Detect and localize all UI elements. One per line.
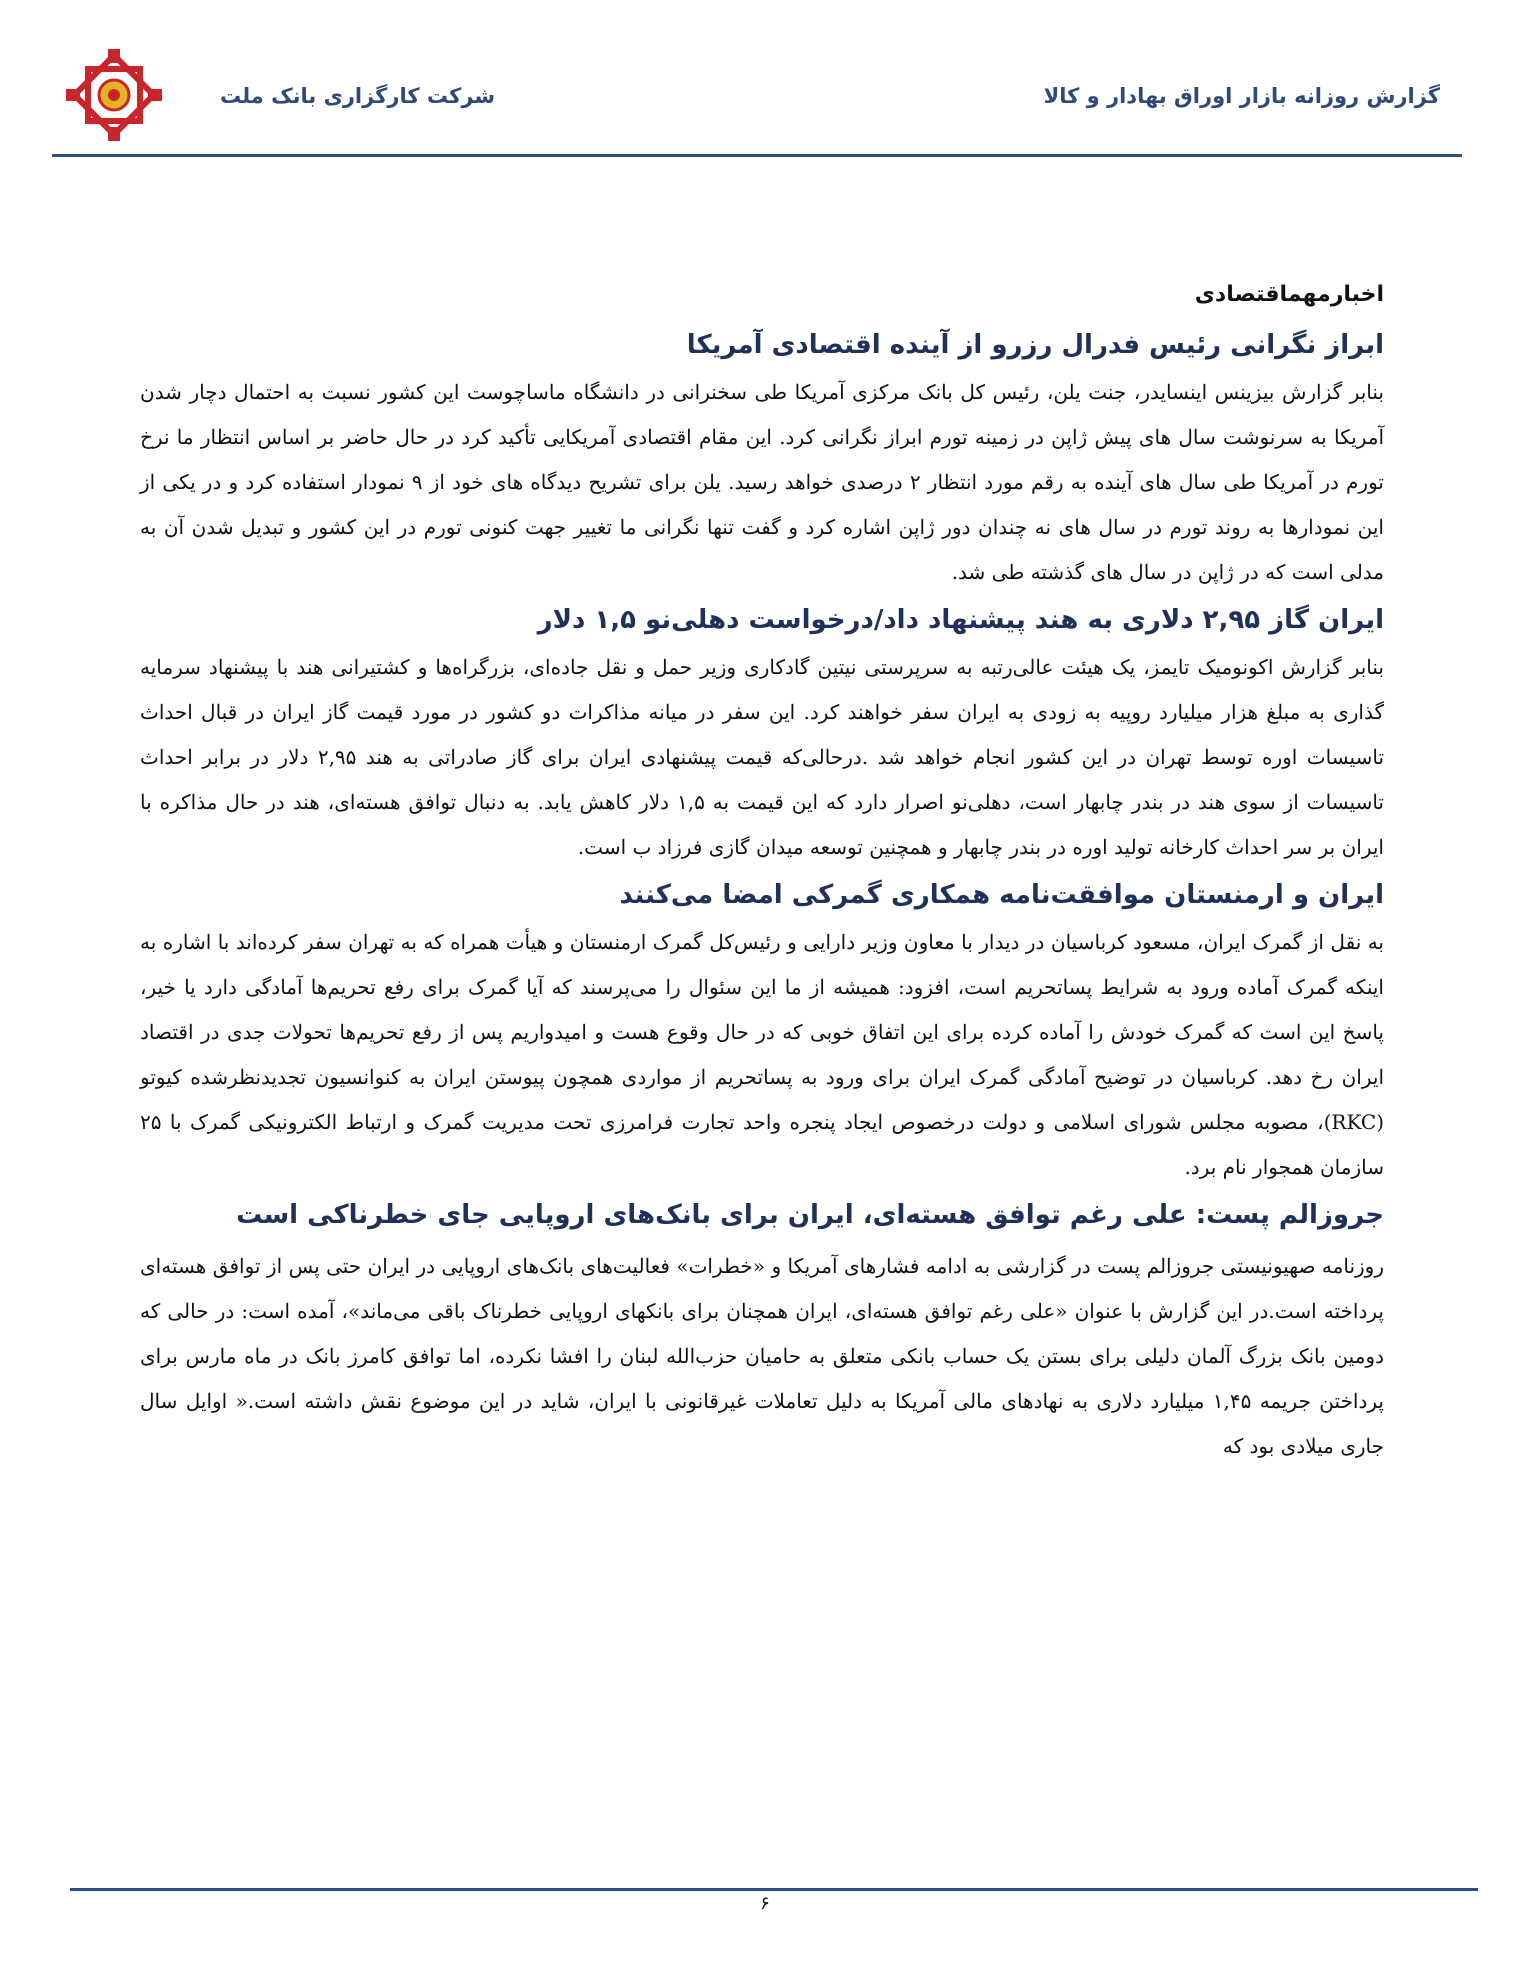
article-headline-1: ابراز نگرانی رئیس فدرال رزرو از آینده اقتصادی آمریکا <box>686 330 1384 360</box>
header-divider <box>52 154 1462 157</box>
article-body-2: بنابر گزارش اکونومیک تایمز، یک هیئت عالی‌رتبه به سرپرستی نیتین گادکاری وزیر حمل و نقل جاده‌ای، بزرگراه‌ها و کشتیرانی هند با پیشنهاد سرمایه گذاری به مبلغ هزار میلیارد روپیه به زودی به ایران سفر خواهند کرد. این سفر در میانه مذاکرات دو کشور در مورد قیمت گاز ایران در قبال احداث تاسیسات اوره توسط تهران در این کشور انجام خواهد شد .درحالی‌که قیمت پیشنهادی ایران برای گاز صادراتی به هند ۲,۹۵ دلار در برابر احداث تاسیسات از سوی هند در بندر چابهار است، دهلی‌نو اصرار دارد که این قیمت به ۱,۵ دلار کاهش یابد. به دنبال توافق هسته‌ای، هند در حال مذاکره با ایران بر سر احداث کارخانه تولید اوره در بندر چابهار و همچنین توسعه میدان گازی فرزاد ب است. <box>140 655 1385 859</box>
main-content <box>140 270 1384 1469</box>
article-body-4: روزنامه صهیونیستی جروزالم پست در گزارشی به ادامه فشارهای آمریکا و «خطرات» فعالیت‌های بانک‌های اروپایی در ایران حتی پس از توافق هسته‌ای پرداخته است.در این گزارش با عنوان «علی رغم توافق هسته‌ای، ایران همچنان برای بانکهای اروپایی خطرناک باقی می‌ماند»، آمده است: در حالی که دومین بانک بزرگ آلمان دلیلی برای بستن یک حساب بانکی متعلق به حامیان حزب‌الله لبنان را افشا نکرده، اما توافق کامرز بانک در ماه مارس برای پرداختن جریمه ۱,۴۵ میلیارد دلاری به نهادهای مالی آمریکا به دلیل تعاملات غیرقانونی با ایران، شاید در این موضوع نقش داشته است.« اوایل سال جاری میلادی بود که <box>140 1254 1384 1458</box>
page-number: ۶ <box>760 1893 770 1914</box>
mellat-bank-logo-icon <box>62 47 166 143</box>
article-body-1: بنابر گزارش بیزینس اینسایدر، جنت یلن، رئیس کل بانک مرکزی آمریکا طی سخنرانی در دانشگاه ماساچوست این کشور نسبت به احتمال دچار شدن آمریکا به سرنوشت سال های پیش ژاپن در زمینه تورم ابراز نگرانی کرد. این مقام اقتصادی آمریکایی تأکید کرد در حال حاضر بر اساس انتظار ما نرخ تورم در آمریکا طی سال های آینده به رقم مورد انتظار ۲ درصدی خواهد رسید. یلن برای تشریح دیدگاه های خود از ۹ نمودار استفاده کرد و در یکی از این نمودارها به روند تورم در سال های نه چندان دور ژاپن اشاره کرد و گفت تنها نگرانی ما تغییر جهت کنونی تورم در این کشور و تبدیل شدن آن به مدلی است که در ژاپن در سال های گذشته طی شد. <box>140 380 1384 584</box>
report-title: گزارش روزانه بازار اوراق بهادار و کالا <box>1043 84 1440 108</box>
article-headline-4: جروزالم پست: علی رغم توافق هسته‌ای، ایران برای بانک‌های اروپایی جای خطرناکی است <box>236 1200 1384 1230</box>
article-body-3: به نقل از گمرک ایران، مسعود کرباسیان در دیدار با معاون وزیر دارایی و رئیس‌کل گمرک ارمنستان و هیأت همراه که به تهران سفر کرده‌اند با اشاره به اینکه گمرک آماده ورود به شرایط پساتحریم است، افزود: همیشه از ما این سئوال را می‌پرسند که آیا گمرک برای رفع تحریم‌ها آمادگی دارد یا خیر، پاسخ این است که گمرک خودش را آماده کرده برای این اتفاق خوبی که در حال وقوع هست و امیدواریم پس از رفع تحریم‌ها تحولات جدی در اقتصاد ایران رخ دهد. کرباسیان در توضیح آمادگی گمرک ایران برای ورود به پساتحریم از مواردی همچون پیوستن ایران به کنوانسیون تجدیدنظرشده کیوتو (RKC)، مصوبه مجلس شورای اسلامی و دولت درخصوص ایجاد پنجره واحد تجارت فرامرزی تحت مدیریت گمرک و ارتباط الکترونیکی گمرک با ۲۵ سازمان همجوار نام برد. <box>140 930 1384 1179</box>
footer-divider <box>70 1888 1478 1891</box>
article-headline-3: ایران و ارمنستان موافقت‌نامه همکاری گمرکی امضا می‌کنند <box>619 880 1384 910</box>
article-headline-2: ایران گاز ۲,۹۵ دلاری به هند پیشنهاد داد/درخواست دهلی‌نو ۱,۵ دلار <box>537 605 1384 635</box>
section-label: اخبارمهماقتصادی <box>1194 282 1384 307</box>
page-header <box>0 0 1530 160</box>
company-name: شرکت کارگزاری بانک ملت <box>220 84 496 108</box>
